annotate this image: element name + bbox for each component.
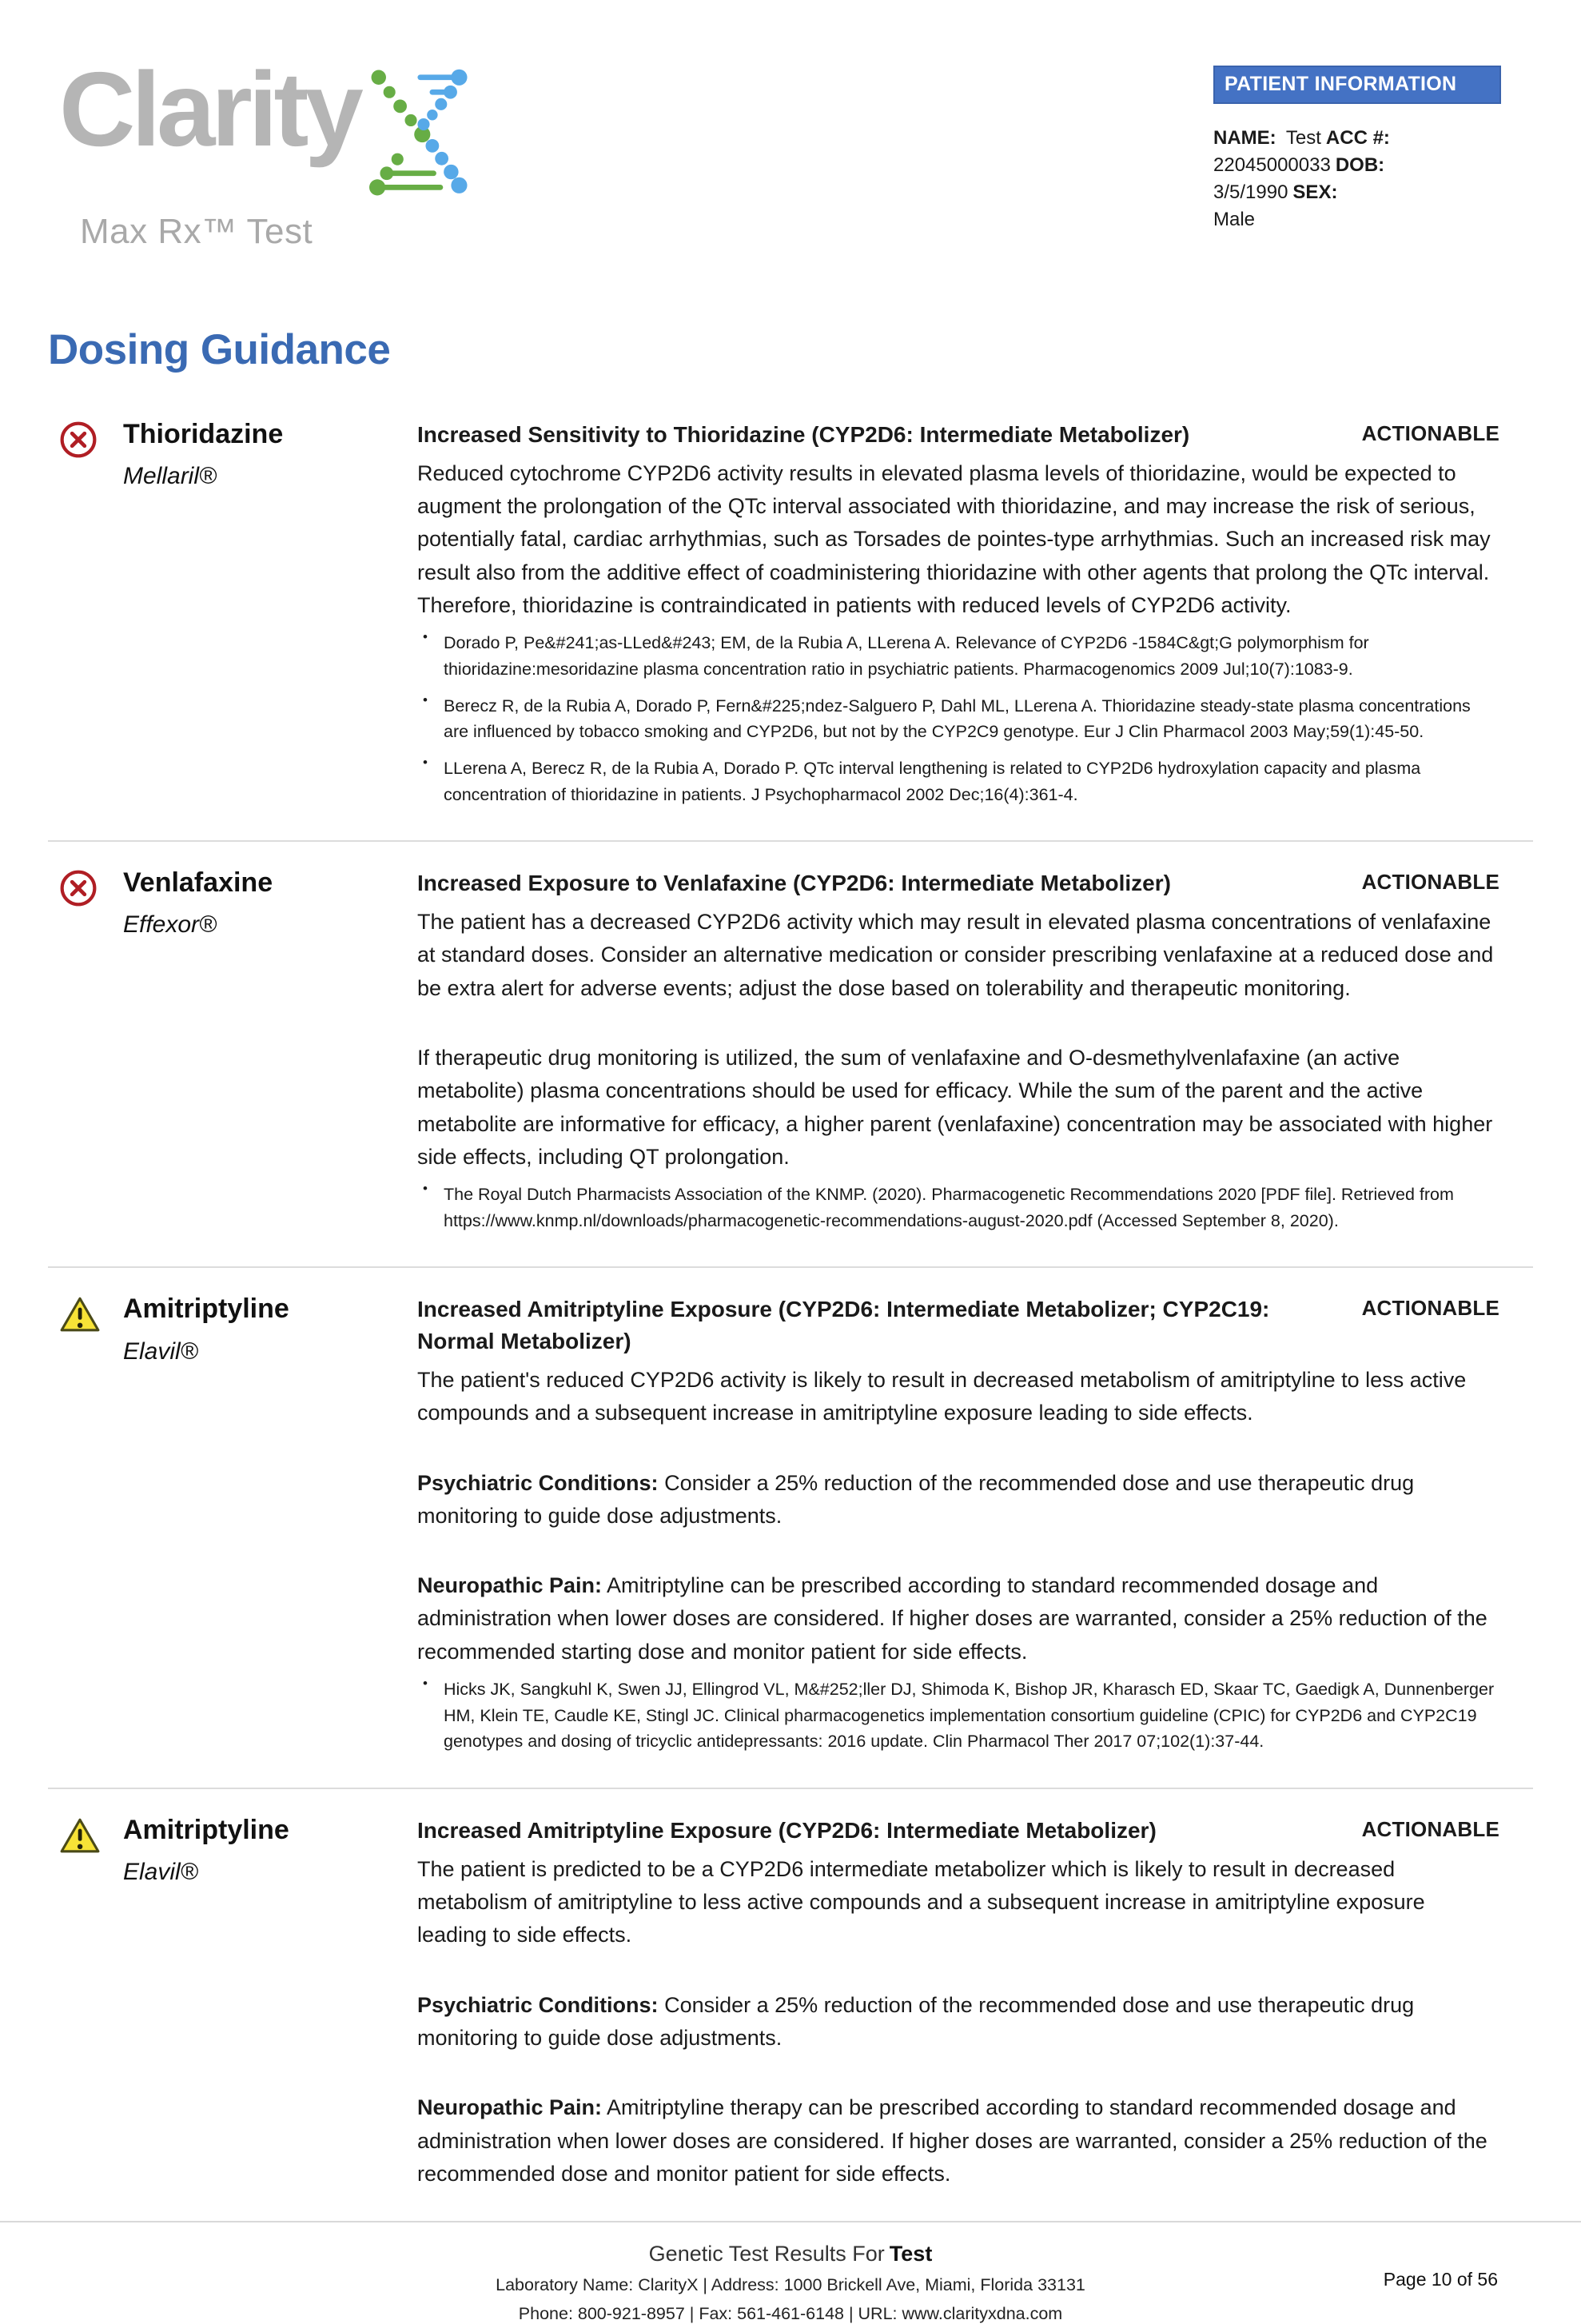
reference-citation: • Dorado P, Pe&#241;as-LLed&#243; EM, de la Rubia A, LLerena A. Relevance of CYP2D6 -1584C&gt;G polymorphism for thioridazine:mesoridazine plasma concentration ratio in psychiatric patients. Pharmacogenomics 2009 Jul;10(7):1083-9. (417, 630, 1499, 682)
dosing-guidance-entry (48, 1788, 1533, 2221)
patient-info-line: Male (1213, 209, 1256, 231)
guidance-column (417, 1815, 1533, 2198)
guidance-paragraphs (417, 457, 1499, 622)
drug-brand-name: Elavil® (123, 1337, 198, 1365)
patient-info-line: 3/5/1990 SEX: (1213, 181, 1338, 204)
guidance-paragraph: Reduced cytochrome CYP2D6 activity results in elevated plasma levels of thioridazine, would be expected to augment the prolongation of the QTc interval associated with thioridazine, and may increase the risk of serious, potentially fatal, cardiac arrhythmias, such as Torsades de pointes-type arrhythmias. Such an increased risk may result also from the additive effect of coadministering thioridazine with other agents that prolong the QTc interval. Therefore, thioridazine is contraindicated in patients with reduced levels of CYP2D6 activity. (417, 460, 1491, 617)
actionable-badge: ACTIONABLE (1361, 1296, 1499, 1321)
interaction-heading: Increased Exposure to Venlafaxine (CYP2D6: Intermediate Metabolizer) (417, 871, 1171, 896)
drug-name: Venlafaxine (123, 867, 273, 899)
warning-icon (59, 1294, 99, 1765)
interaction-heading: Increased Sensitivity to Thioridazine (CYP2D6: Intermediate Metabolizer) (417, 422, 1190, 447)
dosing-guidance-entry (48, 840, 1533, 1266)
guidance-paragraphs (417, 906, 1499, 1174)
page-number: Page 10 of 56 (1383, 2269, 1498, 2290)
drug-column (48, 1294, 417, 1765)
actionable-badge: ACTIONABLE (1361, 870, 1499, 895)
drug-name: Amitriptyline (123, 1815, 289, 1846)
drug-column (48, 1815, 417, 2198)
guidance-paragraph: The patient's reduced CYP2D6 activity is likely to result in decreased metabolism of amitriptyline to less active compounds and a subsequent increase in amitriptyline exposure leading to side effects. (417, 1367, 1467, 1425)
guidance-paragraph: Psychiatric Conditions: Consider a 25% reduction of the recommended dose and use therapeutic drug monitoring to guide dose adjustments. (417, 1992, 1415, 2050)
reference-list (417, 1676, 1499, 1755)
drug-column (48, 867, 417, 1244)
patient-info-line: 22045000033 DOB: (1213, 154, 1385, 177)
guidance-column (417, 1294, 1533, 1765)
reference-citation: • Hicks JK, Sangkuhl K, Swen JJ, Ellingrod VL, M&#252;ller DJ, Shimoda K, Bishop JR, Kharasch ED, Skaar TC, Gaedigk A, Dunnenberger HM, Klein TE, Caudle KE, Stingl JC. Clinical pharmacogenetics implementation consortium guideline (CPIC) for CYP2D6 and CYP2C19 genotypes and dosing of tricyclic antidepressants: 2016 update. Clin Pharmacol Ther 2017 07;102(1):37-44. (417, 1676, 1499, 1755)
reference-list (417, 630, 1499, 807)
patient-info-line: NAME: Test ACC #: (1213, 127, 1390, 149)
prohibited-icon (59, 867, 99, 1244)
interaction-heading: Increased Amitriptyline Exposure (CYP2D6: Intermediate Metabolizer; CYP2C19: Normal Metabolizer) (417, 1297, 1270, 1354)
footer-patient-name: Test (889, 2242, 933, 2266)
warning-icon (59, 1815, 99, 2198)
report-footer (0, 2221, 1581, 2324)
guidance-paragraph: Neuropathic Pain: Amitriptyline can be prescribed according to standard recommended dosage and administration when lower doses are considered. If higher doses are warranted, consider a 25% reduction of the recommended starting dose and monitor patient for side effects. (417, 1573, 1487, 1664)
drug-brand-name: Elavil® (123, 1859, 198, 1886)
actionable-badge: ACTIONABLE (1361, 1817, 1499, 1842)
patient-details (1213, 125, 1501, 233)
guidance-column (417, 867, 1533, 1244)
drug-brand-name: Effexor® (123, 911, 217, 939)
guidance-paragraph: The patient has a decreased CYP2D6 activity which may result in elevated plasma concentrations of venlafaxine at standard doses. Consider an alternative medication or consider prescribing venlafaxine at a reduced dose and be extra alert for adverse events; adjust the dose based on tolerability and therapeutic monitoring. (417, 910, 1494, 1000)
guidance-paragraphs (417, 1853, 1499, 2190)
drug-name: Thioridazine (123, 419, 284, 449)
guidance-paragraph: Neuropathic Pain: Amitriptyline therapy can be prescribed according to standard recommended dosage and administration when lower doses are considered. If higher doses are warranted, consider a 25% reduction of the recommended dose and monitor patient for side effects. (417, 2095, 1487, 2186)
dna-x-icon (356, 64, 478, 205)
reference-citation: • LLerena A, Berecz R, de la Rubia A, Dorado P. QTc interval lengthening is related to CYP2D6 hydroxylation capacity and plasma concentration of thioridazine in patients. J Psychopharmacol 2002 Dec;16(4):361-4. (417, 755, 1499, 807)
prohibited-icon (59, 419, 99, 818)
footer-lab-line: Laboratory Name: ClarityX | Address: 1000 Brickell Ave, Miami, Florida 33131 (496, 2275, 1085, 2295)
reference-citation: • Berecz R, de la Rubia A, Dorado P, Fern&#225;ndez-Salguero P, Dahl ML, LLerena A. Thioridazine steady-state plasma concentrations are influenced by tobacco smoking and CYP2D6, but not by the CYP2C9 genotype. Eur J Clin Pharmacol 2003 May;59(1):45-50. (417, 693, 1499, 745)
guidance-paragraph: The patient is predicted to be a CYP2D6 intermediate metabolizer which is likely to result in decreased metabolism of amitriptyline to less active compounds and a subsequent increase in amitriptyline exposure leading to side effects. (417, 1856, 1425, 1947)
footer-contact-line: Phone: 800-921-8957 | Fax: 561-461-6148 | URL: www.clarityxdna.com (518, 2304, 1063, 2324)
footer-title-prefix: Genetic Test Results For (648, 2242, 885, 2266)
clarityx-logo (59, 50, 478, 252)
page-title: Dosing Guidance (48, 326, 391, 373)
guidance-column (417, 419, 1533, 818)
drug-name: Amitriptyline (123, 1294, 289, 1325)
reference-list (417, 1182, 1499, 1234)
drug-brand-name: Mellaril® (123, 463, 217, 490)
guidance-paragraphs (417, 1364, 1499, 1668)
guidance-paragraph: If therapeutic drug monitoring is utilized, the sum of venlafaxine and O-desmethylvenlafaxine (an active metabolite) plasma concentrations should be used for efficacy. While the sum of the parent and the active metabolite are informative for efficacy, a higher parent (venlafaxine) concentration may be associated with higher side effects, including QT prolongation. (417, 1045, 1493, 1169)
footer-title (48, 2242, 1533, 2266)
dosing-guidance-entry (48, 1266, 1533, 1788)
guidance-paragraph: Psychiatric Conditions: Consider a 25% reduction of the recommended dose and use therapeutic drug monitoring to guide dose adjustments. (417, 1470, 1415, 1528)
report-header (0, 0, 1581, 252)
reference-citation: • The Royal Dutch Pharmacists Association of the KNMP. (2020). Pharmacogenetic Recommendations 2020 [PDF file]. Retrieved from https://www.knmp.nl/downloads/pharmacogenetic-recommendations-august-2020.pdf (Accessed September 8, 2020). (417, 1182, 1499, 1234)
patient-info-panel (1213, 66, 1501, 233)
dosing-guidance-list (48, 393, 1533, 2221)
patient-info-header: PATIENT INFORMATION (1213, 66, 1501, 104)
interaction-heading: Increased Amitriptyline Exposure (CYP2D6: Intermediate Metabolizer) (417, 1818, 1157, 1844)
logo-subtitle: Max Rx™ Test (80, 212, 313, 251)
actionable-badge: ACTIONABLE (1361, 421, 1499, 445)
drug-column (48, 419, 417, 818)
dosing-guidance-entry (48, 393, 1533, 840)
logo-wordmark: Clarity (59, 50, 360, 168)
